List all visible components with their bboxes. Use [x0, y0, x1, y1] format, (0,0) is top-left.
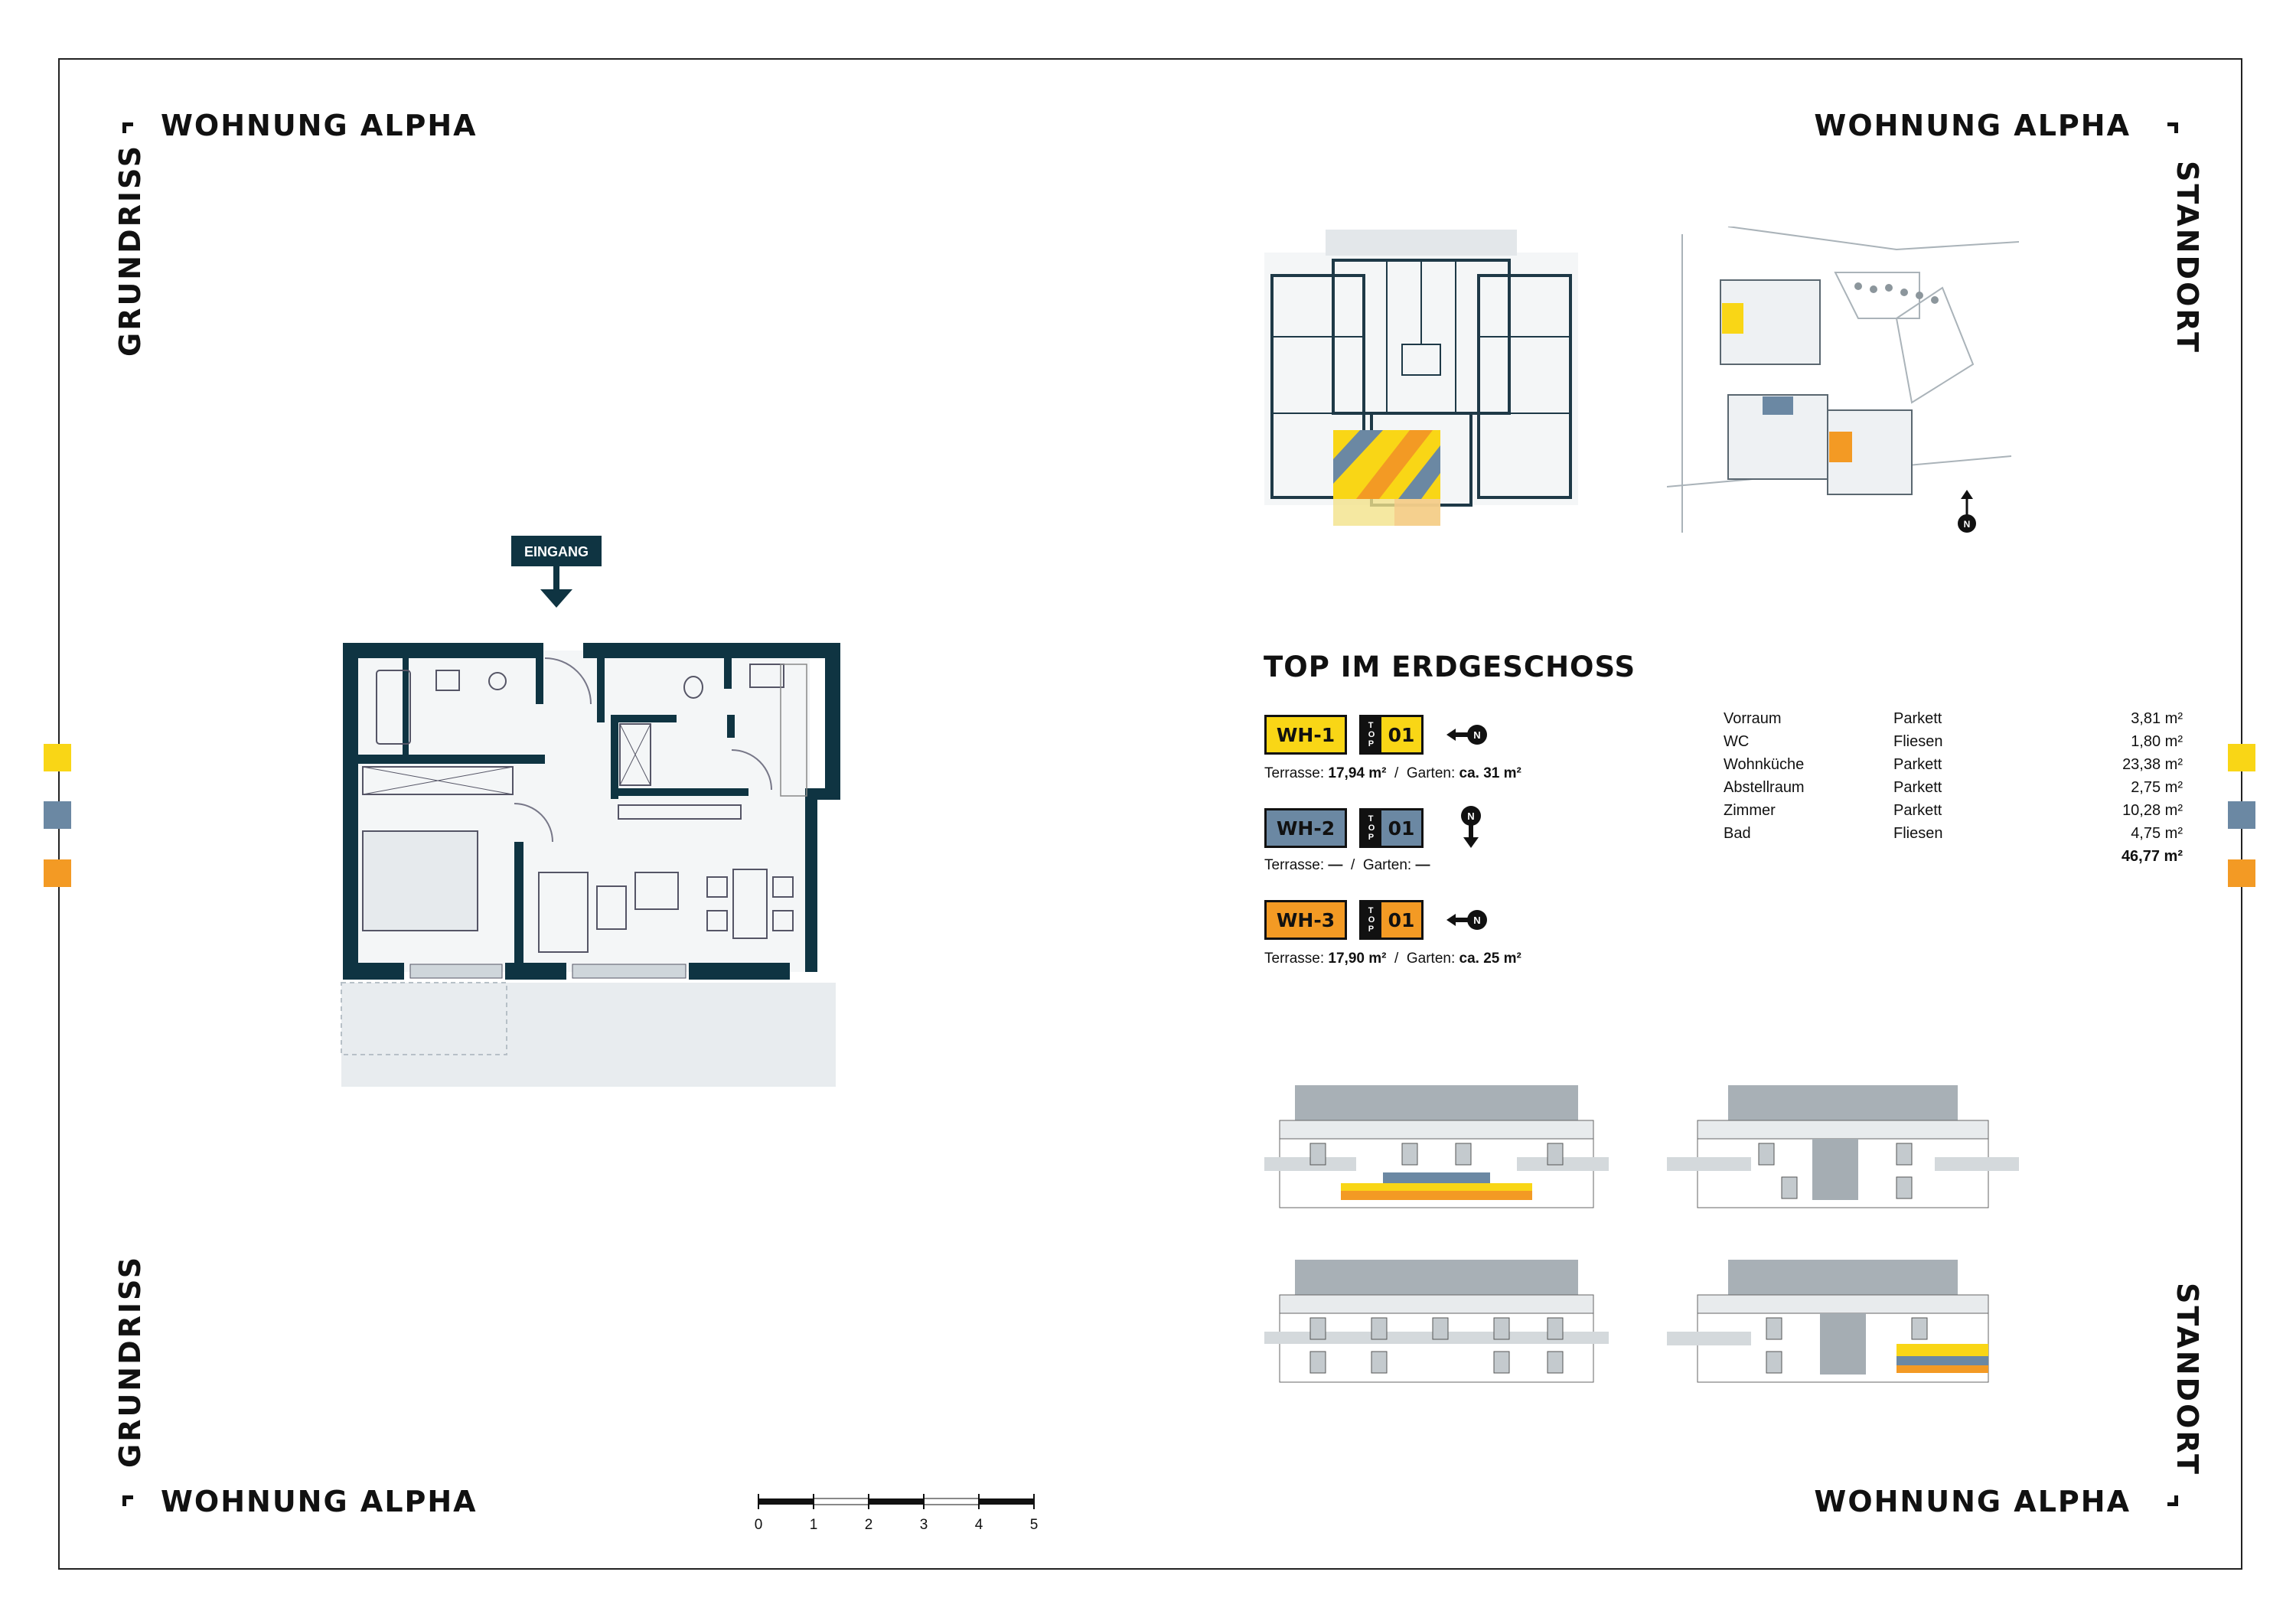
scale-label: 2 — [864, 1517, 873, 1533]
total-area: 46,77 m² — [2121, 848, 2183, 865]
scale-label: 5 — [1029, 1517, 1039, 1533]
color-marker-wh3-left — [44, 859, 71, 887]
elevation-rear — [1264, 1252, 1609, 1390]
room-row: Abstellraum Parkett 2,75 m² — [1724, 779, 2183, 796]
top-number-box — [1359, 808, 1424, 848]
scale-bar — [754, 1491, 1045, 1537]
room-row: WC Fliesen 1,80 m² — [1724, 733, 2183, 750]
room-row: Vorraum Parkett 3,81 m² — [1724, 710, 2183, 727]
top-number: 01 — [1381, 902, 1421, 938]
svg-text:N: N — [1467, 810, 1475, 822]
top-label: T O P — [1362, 717, 1381, 752]
corner-mark-bottom-left — [122, 1495, 133, 1506]
room-row: Wohnküche Parkett 23,38 m² — [1724, 756, 2183, 773]
top-label: T O P — [1362, 810, 1381, 846]
title-top-left: WOHNUNG ALPHA — [161, 109, 478, 142]
unit-badge: WH-1 — [1264, 715, 1347, 755]
svg-text:N: N — [1473, 729, 1481, 741]
elevation-side-left — [1667, 1252, 2019, 1390]
elevation-front — [1264, 1078, 1609, 1215]
unit-details-wh2: Terrasse: — / Garten: — — [1264, 857, 1430, 873]
unit-details-wh1: Terrasse: 17,94 m² / Garten: ca. 31 m² — [1264, 765, 1521, 781]
title-top-right: WOHNUNG ALPHA — [1814, 109, 2131, 142]
color-marker-wh1-left — [44, 744, 71, 771]
color-marker-wh2-left — [44, 801, 71, 829]
site-north-label: N — [1963, 519, 1971, 530]
room-row: Bad Fliesen 4,75 m² — [1724, 825, 2183, 842]
corner-mark-top-left — [122, 122, 133, 133]
scale-label: 4 — [974, 1517, 983, 1533]
floor-plan — [329, 528, 911, 1110]
side-label-grundriss-top: GRUNDRISS — [113, 143, 147, 357]
building-floor-plan-thumbnail — [1264, 230, 1578, 530]
site-highlight-wh1 — [1722, 303, 1743, 334]
side-label-grundriss-bottom: GRUNDRISS — [113, 1254, 147, 1468]
side-label-standort-bottom: STANDORT — [2170, 1283, 2204, 1476]
top-number: 01 — [1381, 717, 1421, 752]
scale-label: 1 — [809, 1517, 818, 1533]
section-heading: TOP IM ERDGESCHOSS — [1264, 651, 1636, 683]
highlight-wh-units — [1333, 430, 1440, 526]
color-marker-wh1-right — [2228, 744, 2255, 771]
corner-mark-bottom-right — [2167, 1495, 2178, 1506]
side-label-standort-top: STANDORT — [2170, 161, 2204, 354]
scale-label: 0 — [754, 1517, 763, 1533]
unit-badge: WH-3 — [1264, 900, 1347, 940]
entrance-arrow-icon — [540, 589, 572, 608]
unit-details-wh3: Terrasse: 17,90 m² / Garten: ca. 25 m² — [1264, 951, 1521, 967]
unit-badge: WH-2 — [1264, 808, 1347, 848]
terrace-area — [341, 983, 836, 1087]
site-highlight-wh2 — [1763, 396, 1793, 415]
unit-row-wh1 — [1264, 712, 1491, 758]
color-marker-wh3-right — [2228, 859, 2255, 887]
site-highlight-wh3 — [1829, 432, 1852, 462]
unit-row-wh2 — [1264, 805, 1486, 851]
title-bottom-left: WOHNUNG ALPHA — [161, 1485, 478, 1518]
room-row: Zimmer Parkett 10,28 m² — [1724, 802, 2183, 819]
entrance-label: EINGANG — [523, 544, 589, 559]
corner-mark-top-right — [2167, 122, 2178, 133]
site-plan-thumbnail — [1667, 227, 2019, 548]
scale-label: 3 — [919, 1517, 928, 1533]
north-arrow-left-icon — [1445, 905, 1491, 935]
svg-text:N: N — [1473, 915, 1481, 926]
color-marker-wh2-right — [2228, 801, 2255, 829]
top-label: T O P — [1362, 902, 1381, 938]
top-number-box — [1359, 900, 1424, 940]
site-north-arrow-icon — [1961, 490, 1973, 499]
elevation-side-right — [1667, 1078, 2019, 1215]
north-arrow-down-icon — [1456, 805, 1486, 851]
title-bottom-right: WOHNUNG ALPHA — [1814, 1485, 2131, 1518]
top-number: 01 — [1381, 810, 1421, 846]
north-arrow-left-icon — [1445, 719, 1491, 750]
unit-row-wh3 — [1264, 897, 1491, 943]
top-number-box — [1359, 715, 1424, 755]
